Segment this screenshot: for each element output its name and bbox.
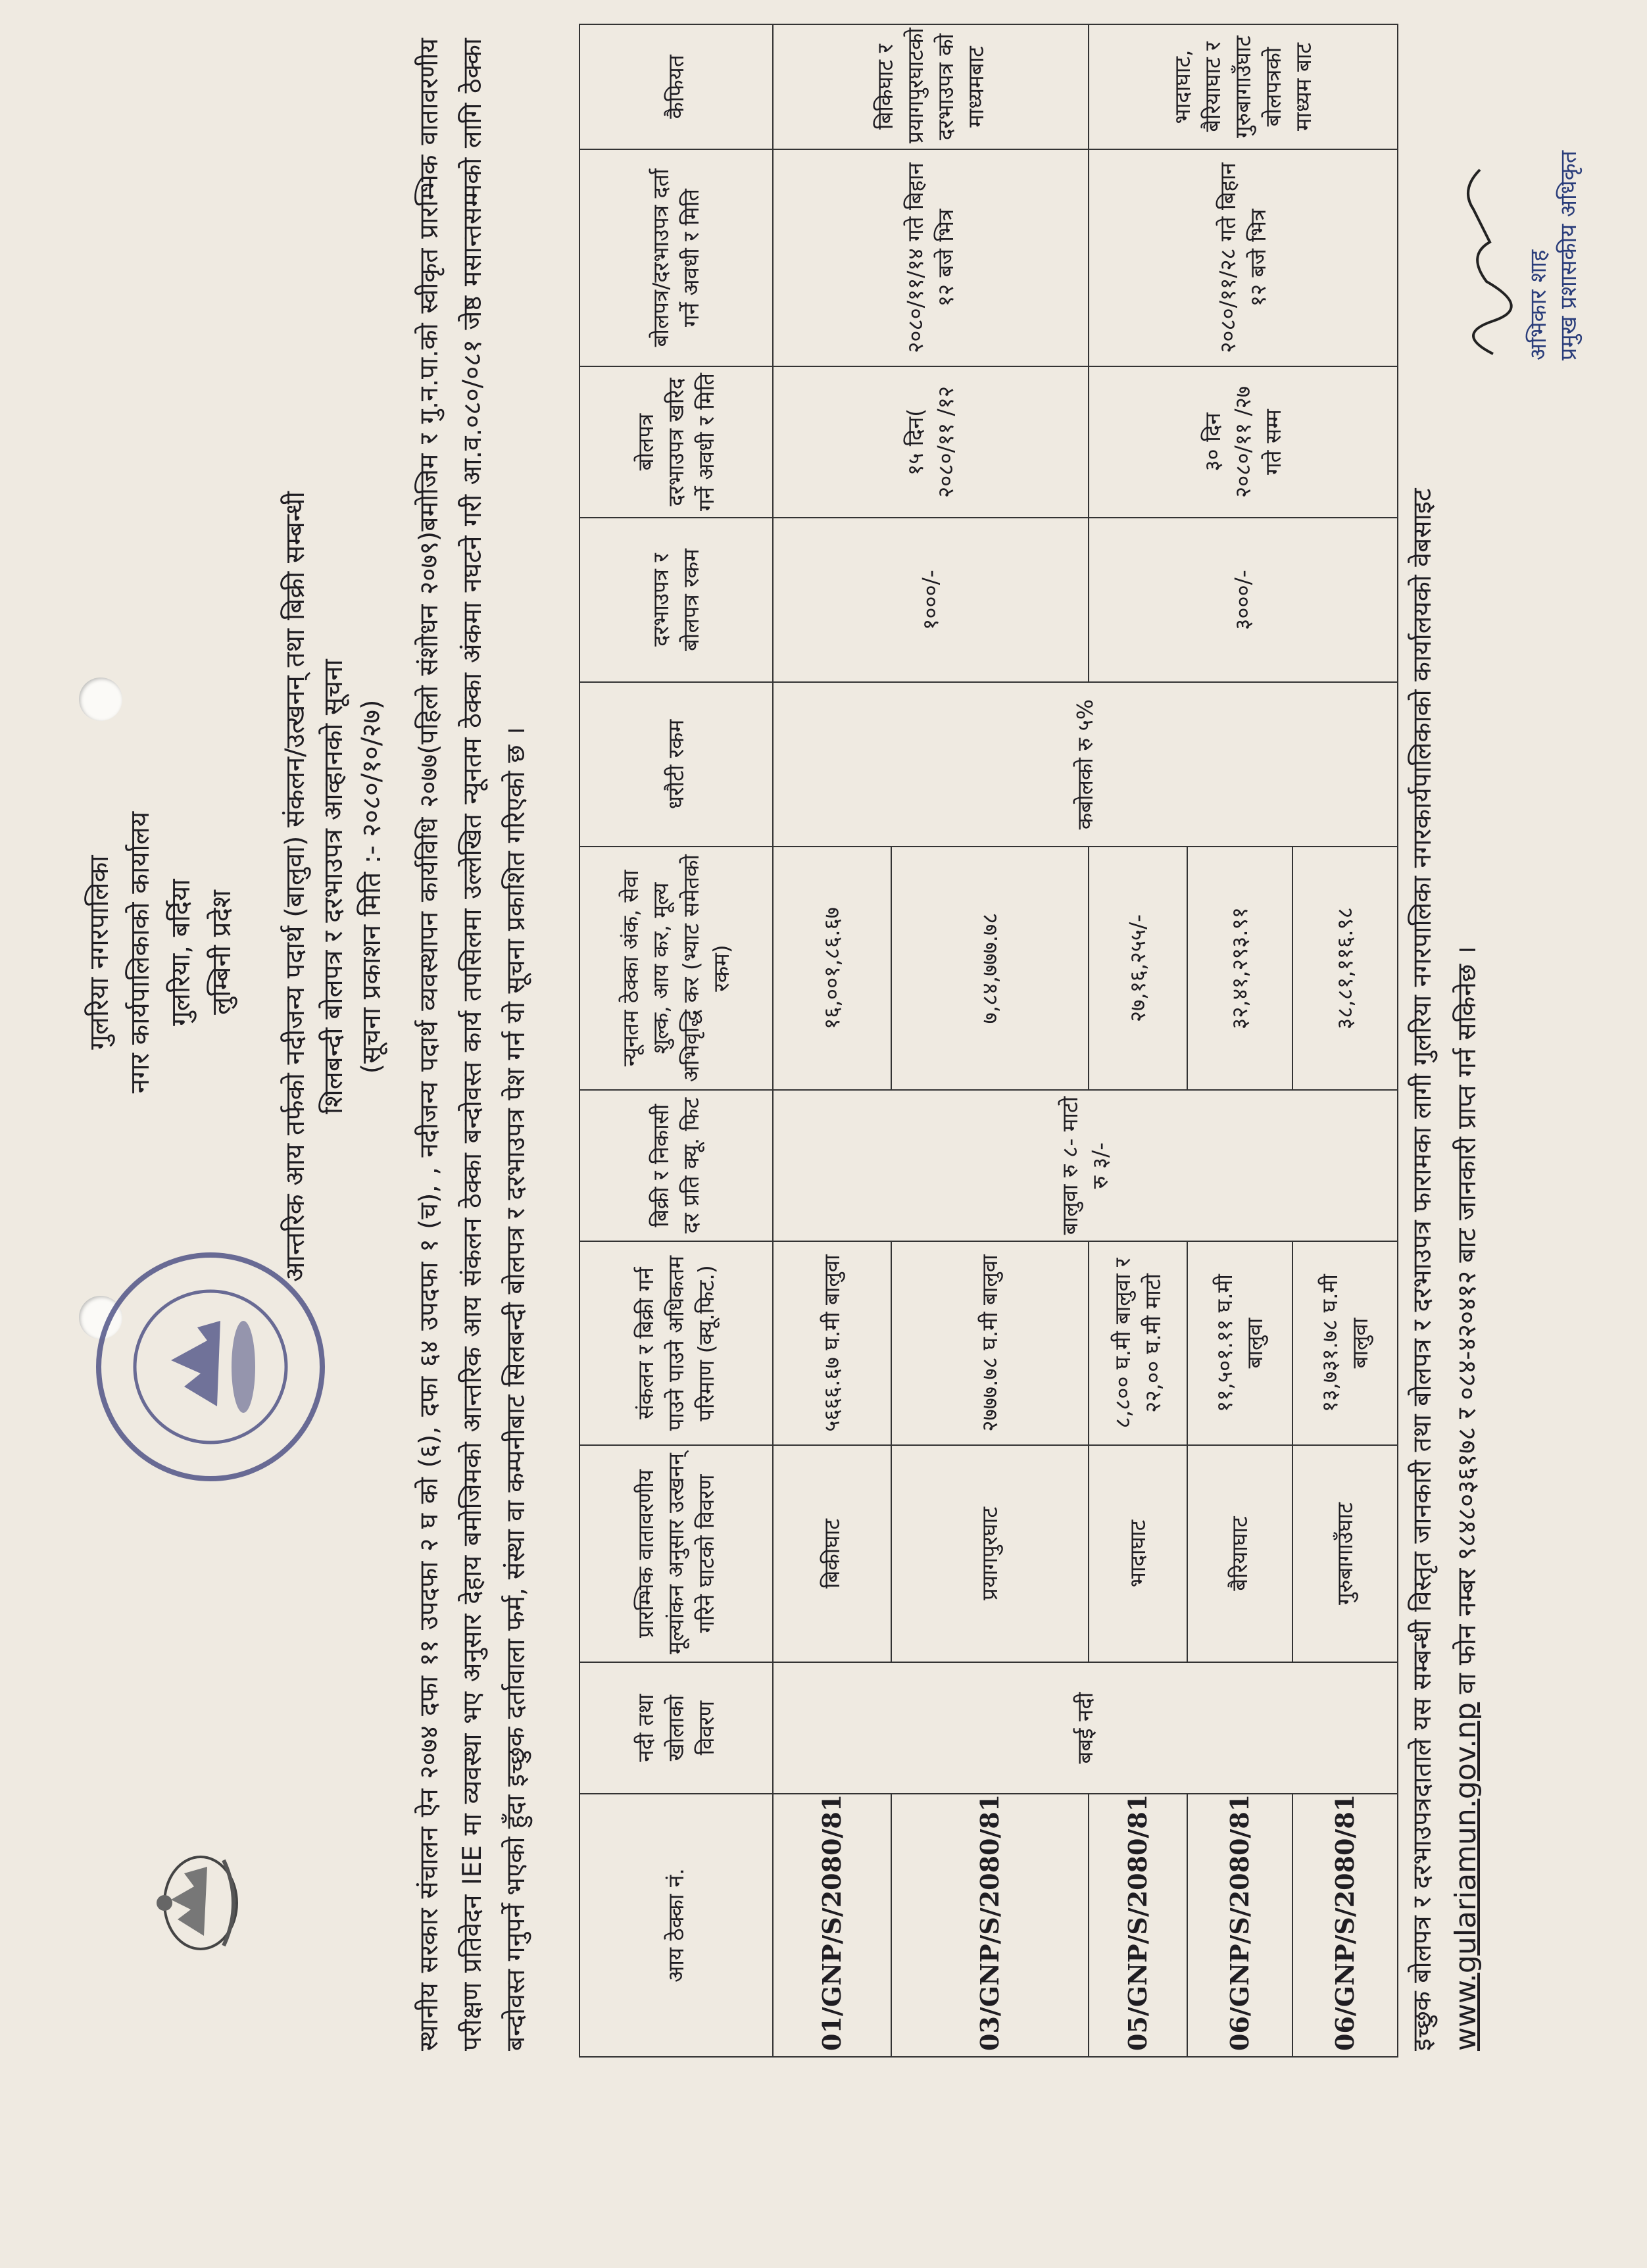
signature-block: [1447, 32, 1631, 360]
intro-paragraph: स्थानीय सरकार संचालन ऐन २०७४ दफा ११ उपदफा २ घ को (६), दफा ६४ उपदफा १ (च), , नदीजन्य पदार्थ व्यवस्थापन कार्यविधि २०७७(पहिलो संशोधन २०७९)बमोजिम र गु.न.पा.को स्वीकृत प्रारम्भिक वातावरणीय परीक्षण प्रतिवेदन IEE मा व्यवस्था भए अनुसार देहाय बमोजिमको आन्तरिक आय संकलन ठेक्का बन्दोवस्त कार्य तपसिलमा उल्लेखित न्यूनतम ठेक्का अंकमा नघटने गरी आ.व.०८०/०८१ जेष्ठ मसान्तसम्मको लागि ठेक्का बन्दोवस्त गनुपर्ने भएको हुँदा इच्छुक दर्तावाला फर्म, संस्था वा कम्पनीबाट सिलबन्दी बोलपत्र र दरभाउपत्र पेश गर्न यो सूचना प्रकाशित गरिएको छ ।: [414, 38, 531, 2051]
header-quantity: संकलन र बिक्री गर्न पाउने पाउने अधिकतम परिमाण (क्यू.फिट.): [579, 1241, 773, 1445]
min-amount-cell: ३८,८१,११६.९८: [1292, 847, 1398, 1090]
ghat-cell: प्रयागपुरघाट: [891, 1445, 1089, 1662]
quantity-cell: ५६६६.६७ घ.मी बालुवा: [773, 1241, 891, 1445]
header-register-date: बोलपत्र/दरभाउपत्र दर्ता गर्ने अवधी र मिति: [579, 149, 773, 366]
notice-subtitle: शिलबन्दी बोलपत्र र दरभाउपत्र आव्हानको सूचना: [318, 659, 349, 1114]
office-header: [79, 722, 242, 1183]
contract-code: 06/GNP/S/2080/81: [1187, 1794, 1292, 2057]
min-amount-cell: ७,८४,७७७.७८: [891, 847, 1089, 1090]
notice-title-block: [276, 0, 391, 1775]
header-deposit: धरौटी रकम: [579, 682, 773, 847]
website-link[interactable]: www.gulariamun.gov.np: [1449, 1702, 1483, 2051]
purchase-date-cell: १५ दिन( २०८०/११ /१२: [773, 366, 1089, 518]
header-ghat: प्रारम्भिक वातावरणीय मूल्यांकन अनुसार उत्खनन् गरिने घाटको विवरण: [579, 1445, 773, 1662]
signatory-name: अभिकार शाह: [1525, 249, 1552, 360]
rate-cell: बालुवा रु ८- माटो रु ३/-: [773, 1090, 1398, 1241]
remarks-cell: भादाघाट, बैरियाघाट र गुरुबागाउँघाट बोलपत्रको माध्यम बाट: [1089, 24, 1398, 149]
province-name: लुम्बिनी प्रदेश: [207, 890, 237, 1015]
fee-cell: ३०००/-: [1089, 518, 1398, 682]
header-fee: दरभाउपत्र र बोलपत्र रकम: [579, 518, 773, 682]
register-date-cell: २०८०/११/१४ गते बिहान १२ बजे भित्र: [773, 149, 1089, 366]
office-name: नगर कार्यपालिकाको कार्यालय: [125, 811, 155, 1094]
notice-title: आन्तरिक आय तर्फको नदीजन्य पदार्थ (बालुवा) संकलन/उत्खनन् तथा बिक्री सम्बन्धी: [280, 491, 310, 1282]
contract-code: 05/GNP/S/2080/81: [1089, 1794, 1187, 2057]
header-purchase-date: बोलपत्र दरभाउपत्र खरिद गर्ने अवधी र मिति: [579, 366, 773, 518]
deposit-cell: कबोलको रु ५%: [773, 682, 1398, 847]
header-contract-no: आय ठेक्का नं.: [579, 1794, 773, 2057]
min-amount-cell: १६,००१,८६.६७: [773, 847, 891, 1090]
remarks-cell: बिकिघाट र प्रयागपुरघाटको दरभाउपत्र को माध्यमबाट: [773, 24, 1089, 149]
ghat-cell: भादाघाट: [1089, 1445, 1187, 1662]
signature-scribble-icon: [1447, 150, 1519, 360]
header-rate: बिक्री र निकासी दर प्रति क्यू. फिट: [579, 1090, 773, 1241]
footer-line1: इच्छुक बोलपत्र र दरभाउपत्रदाताले यस सम्बन्धी विस्तृत जानकारी तथा बोलपत्र र दरभाउपत्र फारामका लागी गुलरिया नगरपालिका नगरकार्यपालिकाको कार्यालयको वेबसाइट: [1408, 488, 1437, 2051]
ghat-cell: बैरियाघाट: [1187, 1445, 1292, 1662]
quantity-cell: ८,८०० घ.मी बालुवा र २२,०० घ.मी माटो: [1089, 1241, 1187, 1445]
quantity-cell: २७७७.७८ घ.मी बालुवा: [891, 1241, 1089, 1445]
register-date-cell: २०८०/११/२८ गते बिहान १२ बजे भित्र: [1089, 149, 1398, 366]
ghat-cell: गुरुबागाउँघाट: [1292, 1445, 1398, 1662]
contract-table: [579, 24, 1398, 2058]
contract-code: 03/GNP/S/2080/81: [891, 1794, 1089, 2057]
table-row: [773, 24, 891, 2057]
signatory-title: प्रमुख प्रशासकीय अधिकृत: [1556, 150, 1582, 360]
header-remarks: कैफियत: [579, 24, 773, 149]
header-min-amount: न्यूनतम ठेक्का अंक, सेवा शुल्क, आय कर, मूल्य अभिवृद्धि कर (भ्याट समेतको रकम): [579, 847, 773, 1090]
municipality-name: गुलरिया नगरपालिका: [84, 855, 114, 1050]
table-header-row: [579, 24, 773, 2057]
contract-code: 01/GNP/S/2080/81: [773, 1794, 891, 2057]
quantity-cell: १३,७३१.७८ घ.मी बालुवा: [1292, 1241, 1398, 1445]
contract-code: 06/GNP/S/2080/81: [1292, 1794, 1398, 2057]
ghat-cell: बिकीघाट: [773, 1445, 891, 1662]
quantity-cell: ११,५०१.११ घ.मी बालुवा: [1187, 1241, 1292, 1445]
header-river: नदी तथा खोलाको विवरण: [579, 1662, 773, 1794]
office-address: गुलरिया, बर्दिया: [166, 879, 196, 1026]
river-cell: बबई नदी: [773, 1662, 1398, 1794]
fee-cell: १०००/-: [773, 518, 1089, 682]
nepal-emblem-icon: [145, 1834, 250, 1972]
publication-date: (सूचना प्रकाशन मिति :- २०८०/१०/२७): [356, 699, 387, 1074]
min-amount-cell: २७,१६,२५५/-: [1089, 847, 1187, 1090]
min-amount-cell: ३२,४१,२९३.९१: [1187, 847, 1292, 1090]
purchase-date-cell: ३० दिन २०८०/११ /२७ गते सम्म: [1089, 366, 1398, 518]
footer-line2: वा फोन नम्बर ९८४८०३६१७८ र ०८४-४२०४१२ बाट जानकारी प्राप्त गर्न सकिनेछ ।: [1452, 946, 1482, 1694]
